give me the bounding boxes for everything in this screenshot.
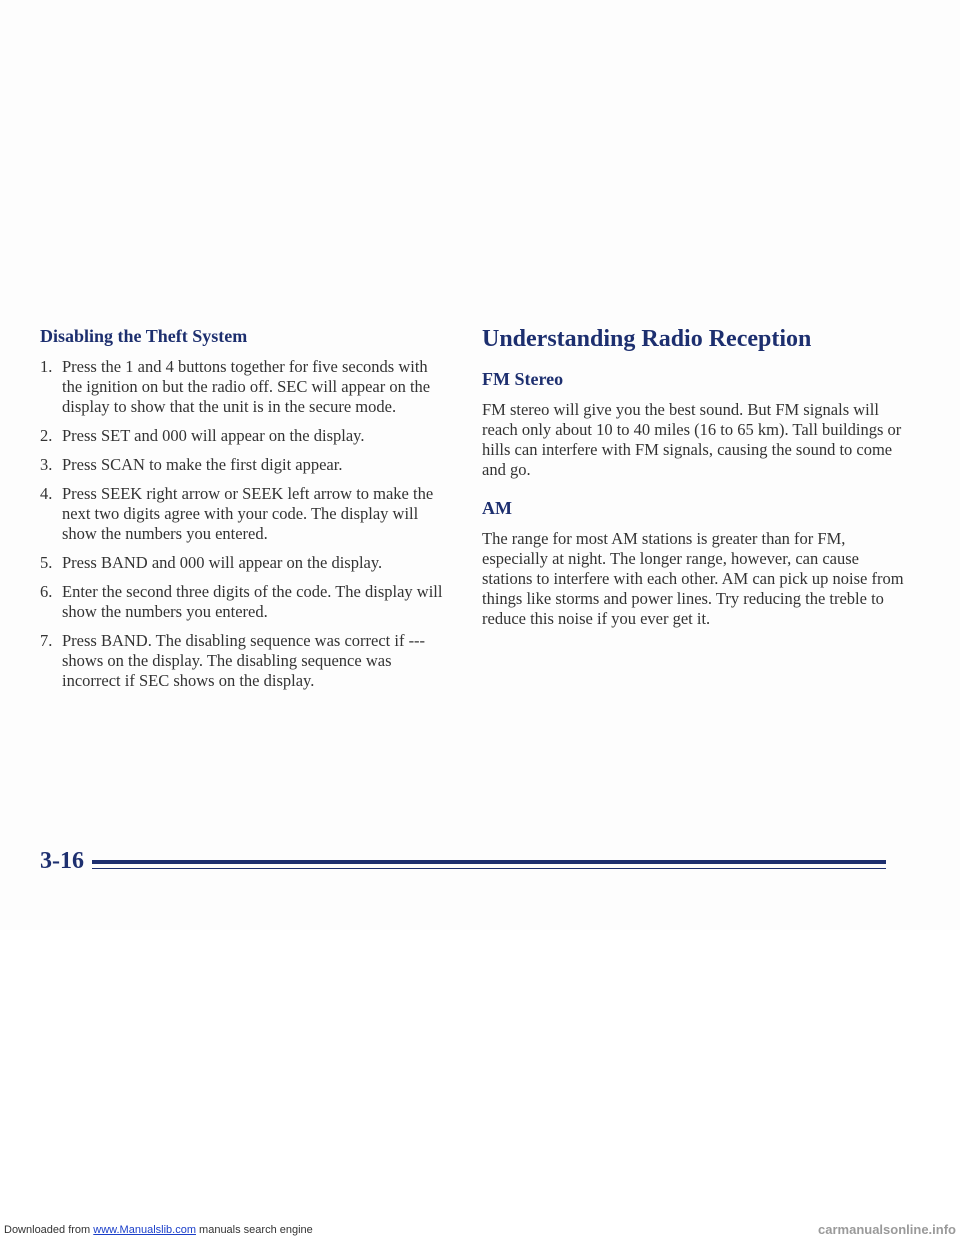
list-item: [40, 357, 450, 417]
fm-stereo-paragraph: FM stereo will give you the best sound. But FM signals will reach only about 10 to 40 miles (16 to 65 km). Tall buildings or hills can interfere with FM signals, causing the sound to come and go.: [482, 400, 902, 479]
right-column: [482, 326, 912, 647]
step-text: Press SEEK right arrow or SEEK left arrow to make the next two digits agree with your code. The display will show the numbers you entered.: [62, 484, 434, 543]
manualslib-link[interactable]: www.Manualslib.com: [93, 1224, 196, 1236]
source-suffix: manuals search engine: [195, 1224, 313, 1236]
disabling-theft-heading: Disabling the Theft System: [40, 326, 248, 346]
fm-stereo-heading: FM Stereo: [482, 369, 564, 389]
am-heading: AM: [482, 498, 512, 518]
step-number: 1.: [40, 357, 53, 376]
site-watermark: carmanualsonline.info: [818, 1222, 956, 1237]
disabling-steps-list: [40, 357, 450, 691]
step-text: Press the 1 and 4 buttons together for five seconds with the ignition on but the radio off. SEC will appear on the display to show that the unit is in the secure mode.: [62, 357, 431, 416]
list-item: [40, 484, 450, 544]
step-text: Press SCAN to make the first digit appear.: [62, 455, 343, 474]
left-column: [40, 326, 450, 700]
page-number: 3-16: [40, 848, 84, 874]
step-text: Enter the second three digits of the code. The display will show the numbers you entered.: [62, 582, 443, 621]
step-number: 7.: [40, 631, 53, 650]
list-item: [40, 631, 450, 691]
step-number: 4.: [40, 484, 53, 503]
step-number: 2.: [40, 426, 53, 445]
list-item: [40, 582, 450, 622]
step-number: 3.: [40, 455, 53, 474]
list-item: [40, 455, 450, 475]
am-paragraph: The range for most AM stations is greater than for FM, especially at night. The longer range, however, can cause stations to interfere with each other. AM can pick up noise from things like storms and power lines. Try reducing the treble to reduce this noise if you ever get it.: [482, 529, 904, 628]
radio-reception-title: Understanding Radio Reception: [482, 326, 812, 352]
step-text: Press BAND and 000 will appear on the display.: [62, 553, 383, 572]
step-text: Press SET and 000 will appear on the display.: [62, 426, 365, 445]
step-number: 5.: [40, 553, 53, 572]
footer-rule-thin: [92, 868, 886, 869]
step-number: 6.: [40, 582, 53, 601]
list-item: [40, 553, 450, 573]
source-prefix: Downloaded from: [4, 1224, 94, 1236]
source-line: [4, 1224, 313, 1236]
footer-rule: [92, 860, 886, 864]
list-item: [40, 426, 450, 446]
step-text: Press BAND. The disabling sequence was correct if --- shows on the display. The disabling sequence was incorrect if SEC shows on the display.: [62, 631, 426, 690]
